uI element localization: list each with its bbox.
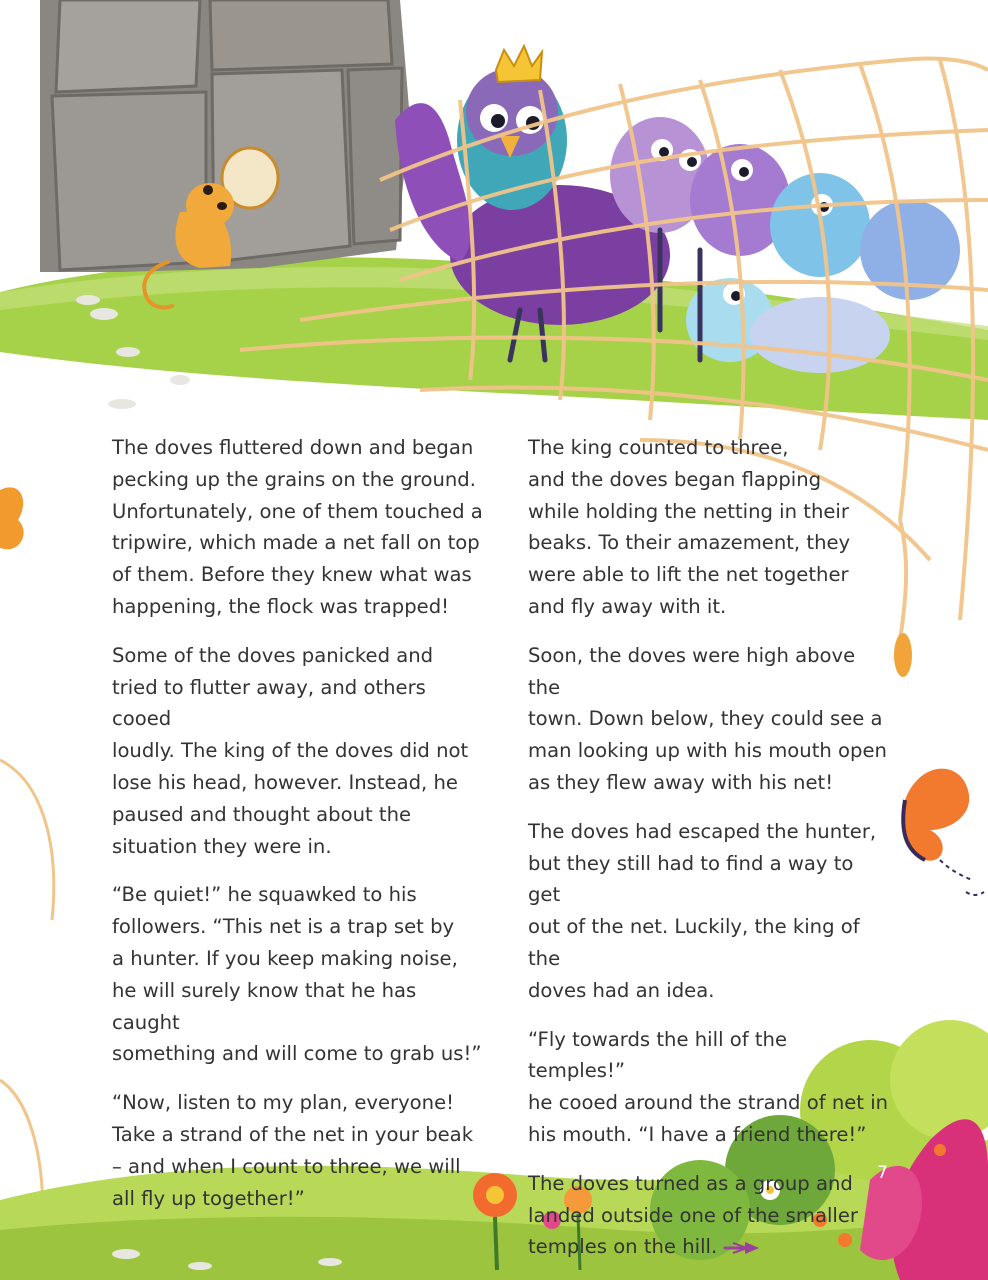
butterfly-left (0, 487, 24, 549)
continue-arrow-icon (723, 1240, 761, 1256)
story-paragraph-text: The doves turned as a group and landed outside one of the smaller temples on the hill. (528, 1171, 858, 1259)
story-paragraph: Soon, the doves were high above the town. Down below, they could see a man looking up with his mouth open as they flew away with his net! (528, 643, 887, 794)
story-paragraph-last (528, 1168, 890, 1263)
page-number: 7 (877, 1163, 888, 1183)
story-paragraph: Some of the doves panicked and tried to flutter away, and others cooed loudly. The king of the doves did not lose his head, however. Instead, he paused and thought about the situation they were in. (112, 643, 469, 858)
story-column-left (112, 432, 484, 1231)
net-left-edge (0, 760, 54, 1230)
crown-icon (496, 46, 542, 82)
story-paragraph: “Be quiet!” he squawked to his followers. “This net is a trap set by a hunter. If you keep making noise, he will surely know that he has caught something and will come to grab us!” (112, 883, 482, 1066)
story-paragraph: The doves had escaped the hunter, but they still had to find a way to get out of the net. Luckily, the king of the doves had an idea. (528, 819, 877, 1002)
story-paragraph: “Fly towards the hill of the temples!” he cooed around the strand of net in his mouth. “I have a friend there!” (528, 1027, 889, 1146)
butterfly-right (903, 769, 984, 895)
story-paragraph: The king counted to three, and the doves began flapping while holding the netting in their beaks. To their amazement, they were able to lift the net together and fly away with it. (528, 436, 851, 618)
story-paragraph: The doves fluttered down and began pecking up the grains on the ground. Unfortunately, one of them touched a tripwire, which made a net fall on top of them. Before they knew what was happening, the flock was trapped! (112, 436, 483, 618)
story-paragraph: “Now, listen to my plan, everyone! Take a strand of the net in your beak – and when I count to three, we will all fly up together!” (112, 1091, 474, 1210)
net-weight (894, 633, 912, 677)
story-column-right (528, 432, 890, 1280)
